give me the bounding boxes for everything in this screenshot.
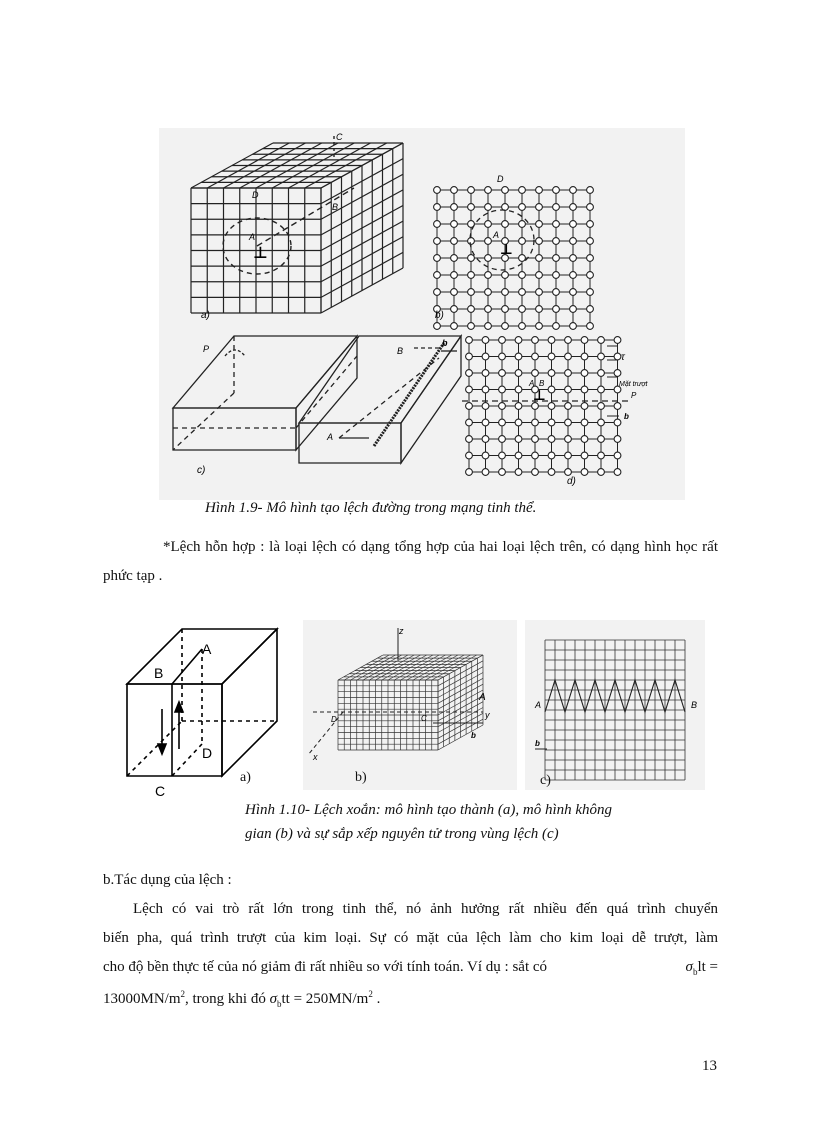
panel-a-point-d: D [202, 745, 213, 761]
figure-1-9 [159, 128, 685, 500]
panel-d-symbol: ⊥ [533, 387, 546, 403]
figure-1-10-caption-line-1: Hình 1.10- Lệch xoắn: mô hình tạo thành (a), mô hình không [245, 802, 613, 818]
exponent-2b: 2 [368, 989, 373, 999]
page-number: 13 [702, 1058, 717, 1074]
sigma-symbol: σ [685, 959, 693, 975]
panel-c-label: c) [197, 465, 206, 476]
panel-a-symbol: ⊥ [253, 245, 268, 262]
figure-1-10-caption-line-2: gian (b) và sự sắp xếp nguyên tử trong vùng lệch (c) [245, 826, 559, 842]
dashed-diagonal [257, 188, 354, 246]
body-line-3-text: cho độ bền thực tế của nó giảm đi rất nhiều so với tính toán. Ví dụ : sắt có [103, 959, 548, 975]
body-line-1: Lệch có vai trò rất lớn trong tinh thể, nó ảnh hưởng rất nhiều đến quá trình chuyển [133, 901, 718, 917]
figure-1-10-panel-b [303, 620, 517, 790]
panel-c-point-a: A [327, 432, 334, 442]
panel-b-vector-b: b [471, 731, 476, 740]
panel-b-point-c: C [421, 714, 427, 723]
panel-b-point-a: A [493, 230, 500, 240]
body-line-4 [103, 980, 380, 1019]
while-text: , trong khi đó [185, 991, 266, 1007]
panel-b-point-d: D [331, 715, 337, 724]
panel-a-point-b: B [332, 202, 339, 212]
exponent-2a: 2 [180, 989, 186, 999]
panel-a-point-d: D [252, 190, 259, 200]
panel-c-point-a: A [535, 700, 542, 710]
panel-d-slip-plane: Mặt trượt [619, 381, 648, 388]
sigma-symbol-2: σ [269, 991, 278, 1007]
figure-1-10-panel-b-label: b) [355, 770, 367, 785]
panel-c-point-b: B [397, 346, 404, 356]
figure-1-10-panel-a [122, 624, 282, 804]
panel-a-point-c: C [336, 132, 343, 142]
panel-a-point-a: A [249, 232, 256, 242]
panel-d-point-p: P [631, 391, 637, 400]
figure-1-9-caption: Hình 1.9- Mô hình tạo lệch đường trong mạng tinh thể. [205, 500, 537, 516]
subscript-b-2: b [277, 999, 282, 1009]
figure-1-9-panel-d [466, 337, 621, 476]
panel-a-point-a: A [202, 641, 212, 657]
panel-c-vector-b: b [535, 739, 540, 748]
panel-d-point-a: A [529, 379, 535, 388]
figure-1-9-panel-a [191, 143, 403, 313]
value-13000: 13000MN/m [103, 991, 181, 1007]
panel-b-label: b) [435, 310, 444, 321]
figure-1-10-panel-c [525, 620, 705, 790]
paragraph-mixed-dislocation: *Lệch hỗn hợp : là loại lệch có dạng tổng hợp của hai loại lệch trên, có dạng hình học rất phức tạp . [103, 539, 718, 584]
btt-value: tt = 250MN/m [281, 991, 369, 1007]
panel-b-symbol: ⊥ [500, 241, 513, 257]
figure-1-9-panel-b [434, 187, 594, 330]
blt-label: lt = [697, 959, 718, 975]
panel-a-point-c: C [155, 783, 166, 799]
panel-d-tau: τ [621, 352, 625, 363]
sigma-blt [686, 953, 718, 987]
panel-c-vector-b: b [442, 338, 448, 348]
figure-1-10-panel-a-label: a) [240, 770, 251, 785]
panel-b-axis-x: x [313, 752, 318, 762]
panel-c-point-p: P [203, 344, 210, 354]
panel-b-point-a: A [479, 692, 486, 703]
panel-c-point-b: B [691, 700, 698, 710]
panel-b-point-d: D [497, 174, 504, 184]
panel-a-point-b: B [154, 665, 164, 681]
panel-a-label: a) [201, 310, 210, 321]
panel-b-axis-z: z [399, 626, 404, 636]
body-line-2: biến pha, quá trình trượt của kim loại. Sự có mặt của lệch làm cho kim loại dễ trượt, làm [103, 930, 718, 946]
section-heading: b.Tác dụng của lệch : [103, 872, 232, 888]
figure-1-10-panel-c-label: c) [540, 773, 551, 788]
panel-d-vector-b: b [624, 412, 629, 421]
panel-d-label: d) [567, 476, 576, 487]
panel-b-axis-y: y [485, 710, 490, 720]
figure-1-9-panel-c [173, 336, 461, 463]
sentence-end: . [372, 991, 381, 1007]
panel-d-point-b: B [539, 379, 545, 388]
subscript-b: b [692, 967, 698, 977]
